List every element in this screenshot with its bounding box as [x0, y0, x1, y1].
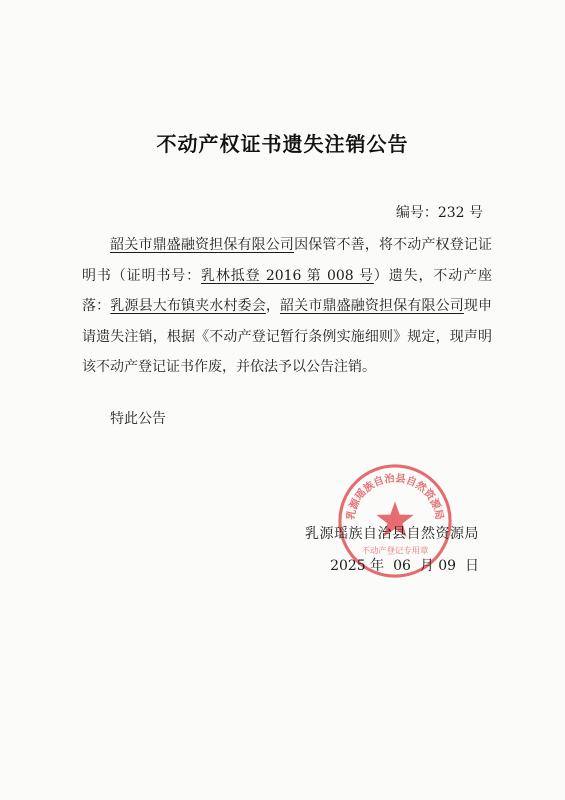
body-text-4: 现申请遗失注销，根据《不动产登记暂行条例实施细则》规定，现声明该不动产登记证书作废，并依法予以公告注销。: [82, 298, 493, 375]
certificate-number: 乳林抵登 2016 第 008 号: [201, 267, 374, 284]
property-location: 乳源县大布镇夹水村委会: [110, 298, 266, 314]
date-year-unit: 年: [370, 558, 385, 574]
body-text-3: ，: [265, 298, 281, 314]
issue-date: [330, 555, 479, 575]
date-month: 06: [393, 558, 411, 574]
date-day: 09: [438, 558, 457, 574]
applicant-name: 韶关市鼎盛融资担保有限公司: [110, 237, 295, 253]
announcement-paragraph: [82, 230, 492, 383]
body-text-2: ）遗失，不动产座落：: [82, 267, 493, 314]
seal-sub-text: 不动产登记专用章: [361, 545, 429, 556]
body-text-1: 因保管不善，将不动产权登记证明书（证明书号：: [82, 237, 493, 284]
announcement-body: [82, 230, 492, 383]
date-month-unit: 月: [419, 558, 434, 574]
date-day-unit: 日: [465, 558, 479, 574]
issuing-authority: 乳源瑶族自治县自然资源局: [305, 526, 479, 542]
closing-statement: 特此公告: [110, 411, 166, 427]
document-number: 编号：232 号: [395, 205, 483, 221]
applicant-name-repeat: 韶关市鼎盛融资担保有限公司: [280, 298, 464, 314]
date-year: 2025: [330, 558, 366, 574]
page-title: 不动产权证书遗失注销公告: [156, 132, 409, 156]
seal-arc-text: 乳源瑶族自治县自然资源局: [344, 472, 446, 521]
